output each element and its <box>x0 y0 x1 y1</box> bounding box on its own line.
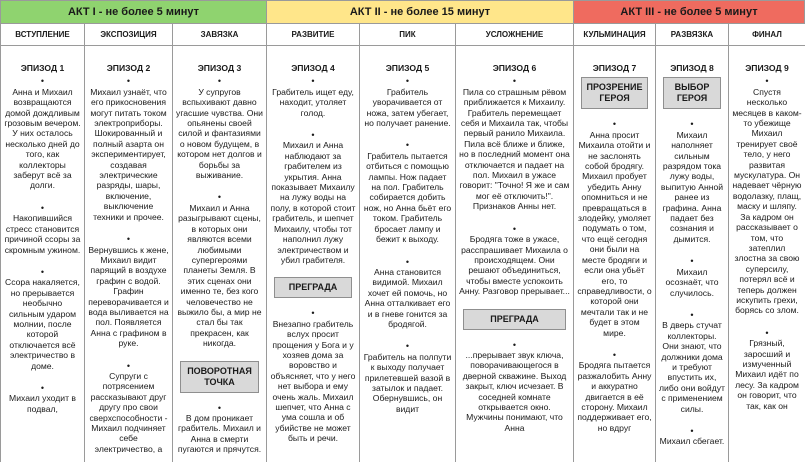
scene-text: Анна становится видимой. Михаил хочет ей помочь, но Анна отталкивает его и в гневе гонится за бродягой. <box>364 266 451 329</box>
scene-paragraph <box>4 76 81 190</box>
bullet-icon: • <box>217 192 222 203</box>
episode-column-3 <box>172 46 267 462</box>
scene-text: Михаил наполняет сильным разрядом тока лужу воды, выпитую Анной ранее из графина. Анна падает без сознания и дымится. <box>660 129 724 244</box>
scene-paragraph <box>270 308 356 443</box>
scene-text: В дом проникает грабитель. Михаил и Анна в смерти пугаются и прячутся. <box>177 412 262 455</box>
bullet-icon: • <box>126 360 131 371</box>
scene-paragraph <box>88 361 169 455</box>
scene-paragraph <box>4 203 81 255</box>
scene-paragraph <box>363 341 452 414</box>
scene-paragraph <box>577 350 652 433</box>
scene-paragraph <box>659 119 725 244</box>
scene-paragraph <box>176 76 263 180</box>
column-header-5: ПИК <box>359 24 456 46</box>
bullet-icon: • <box>512 76 517 87</box>
column-header-8: РАЗВЯЗКА <box>655 24 729 46</box>
act-1-header <box>0 0 267 24</box>
scene-paragraph <box>577 119 652 338</box>
scene-paragraph <box>363 140 452 244</box>
bullet-icon: • <box>405 140 410 151</box>
scene-text: Анна и Михаил возвращаются домой дождливым грозовым вечером. У них осталось несколько дней до того, как коллекторы заберут всё за долги. <box>4 86 81 191</box>
scene-text: Михаил осознаёт, что случилось. <box>665 266 719 298</box>
plot-point-box: ПРЕГРАДА <box>274 277 352 298</box>
column-header-6: УСЛОЖНЕНИЕ <box>455 24 574 46</box>
bullet-icon: • <box>512 339 517 350</box>
scene-paragraph <box>659 310 725 414</box>
scene-text: Бродяга тоже в ужасе, расспрашивает Михаила о происходящем. Они решают объединиться, чтобы вместе успокоить Анну. Разговор прерывает... <box>459 234 570 297</box>
scene-text: Грабитель пытается отбиться с помощью лампы. Нож падает на пол. Грабитель собирается добить нож, но Анна бьёт его током. Грабитель бросает лампу и бежит к выходу. <box>363 150 452 245</box>
scene-text: Михаил уходит в подвал, <box>9 393 76 414</box>
scene-text: ...прерывает звук ключа, поворачивающегося в дверной скважине. Выход закрыт, ключ исчезает. В соседней комнате открывается окно. Мужчины понимают, что Анна <box>462 349 567 433</box>
column-header-9: ФИНАЛ <box>728 24 805 46</box>
bullet-icon: • <box>311 308 315 319</box>
episode-title: ЭПИЗОД 6 <box>492 63 537 73</box>
act-3-label: АКТ III - не более 5 минут <box>620 6 758 18</box>
plot-point-box: ПРОЗРЕНИЕ ГЕРОЯ <box>581 77 648 109</box>
scene-text: Грабитель на полпути к выходу получает прилетевшей вазой в затылок и падает. Обернувшись, он видит <box>363 351 452 414</box>
episode-title: ЭПИЗОД 9 <box>745 63 789 73</box>
column-header-3: ЗАВЯЗКА <box>172 24 267 46</box>
column-header-2: ЭКСПОЗИЦИЯ <box>84 24 173 46</box>
episode-title: ЭПИЗОД 1 <box>20 63 65 73</box>
bullet-icon: • <box>612 349 617 360</box>
plot-point-box: ВЫБОР ГЕРОЯ <box>663 77 721 109</box>
scene-paragraph <box>459 224 570 297</box>
episode-title: ЭПИЗОД 7 <box>592 63 637 73</box>
bullet-icon: • <box>311 76 315 87</box>
scene-text: Супруги с потрясением рассказывают друг другу про свои сверхспособности - Михаил подчиняет себе электричество, а <box>89 370 168 454</box>
act-2-header <box>266 0 574 24</box>
scene-paragraph <box>88 76 169 222</box>
column-header-4: РАЗВИТИЕ <box>266 24 360 46</box>
scene-paragraph <box>270 130 356 265</box>
scene-text: Михаил и Анна разыгрывают сцены, в которых они являются всеми любимыми супергероями планеты Земля. В этих сценах они именно те, без кого человечество не выжило бы, а мир не стал бы так прекрасен, как никогда. <box>177 202 262 349</box>
scene-paragraph <box>659 426 725 447</box>
scene-text: Спустя несколько месяцев в каком-то убежище Михаил тренирует своё тело, у него развитая мускулатура. Он надевает чёрную водолазку, плащ, маску и шляпу. За кадром он рассказывает о том, что затеплил злостна за свою суперсилу, потерял всё и теперь должен искупить грехи, борясь со злом. <box>732 86 802 316</box>
episode-column-8 <box>655 46 729 462</box>
bullet-icon: • <box>126 234 131 245</box>
bullet-icon: • <box>405 341 410 352</box>
bullet-icon: • <box>40 382 45 393</box>
scene-paragraph <box>459 76 570 211</box>
episode-column-5 <box>359 46 456 462</box>
scene-paragraph <box>363 76 452 128</box>
episode-column-1 <box>0 46 85 462</box>
scene-text: Грабитель ищет еду, находит, утоляет голод. <box>272 86 354 118</box>
plot-point-box: ПОВОРОТНАЯ ТОЧКА <box>180 361 259 393</box>
scene-text: У супругов вспыхивают давно угасшие чувства. Они опьянены своей силой и фантазиями о новом будущем, в котором нет долгов и борьбы за выживание. <box>176 86 263 181</box>
bullet-icon: • <box>405 256 410 267</box>
scene-paragraph <box>459 340 570 434</box>
episode-title: ЭПИЗОД 5 <box>385 63 430 73</box>
column-header-1: ВСТУПЛЕНИЕ <box>0 24 85 46</box>
scene-paragraph <box>732 76 802 315</box>
bullet-icon: • <box>217 76 222 87</box>
bullet-icon: • <box>126 76 131 87</box>
scene-text: Грабитель уворачивается от ножа, затем убегает, но получает ранение. <box>364 86 451 129</box>
bullet-icon: • <box>40 76 45 87</box>
scene-paragraph <box>4 267 81 371</box>
scene-paragraph <box>4 383 81 414</box>
plot-point-box: ПРЕГРАДА <box>463 309 566 330</box>
bullet-icon: • <box>40 202 45 213</box>
scene-paragraph <box>176 192 263 348</box>
scene-paragraph <box>659 256 725 298</box>
bullet-icon: • <box>765 76 769 87</box>
bullet-icon: • <box>217 402 222 413</box>
act-2-label: АКТ II - не более 15 минут <box>349 6 491 18</box>
scene-text: Михаил сбегает. <box>659 436 725 447</box>
scene-text: В дверь стучат коллекторы. Они знают, что должники дома и требуют впустить их, либо они войдут с применением силы. <box>659 320 725 414</box>
bullet-icon: • <box>311 130 315 141</box>
bullet-icon: • <box>765 327 769 338</box>
episode-title: ЭПИЗОД 8 <box>670 63 714 73</box>
scene-text: Вернувшись к жене, Михаил видит парящий в воздухе графин с водой. Графин переворачивается и вода выливается на пол. Появляется Анна с графином в руке. <box>88 244 169 349</box>
episode-title: ЭПИЗОД 4 <box>291 63 335 73</box>
scene-text: Внезапно грабитель вслух просит прощения у Бога и у хозяев дома за воровство и объясняет, что у него нет выбора и ему очень жаль. Михаил шепчет, что Анна с ума сошла и об убийстве не может быть и речи. <box>270 318 356 444</box>
bullet-icon: • <box>40 266 45 277</box>
scene-paragraph <box>270 76 356 118</box>
column-header-7: КУЛЬМИНАЦИЯ <box>573 24 656 46</box>
scene-text: Грязный, заросший и измученный Михаил идёт по лесу. За кадром он говорит, что так, как он <box>735 338 799 411</box>
scene-paragraph <box>88 234 169 348</box>
bullet-icon: • <box>690 425 694 436</box>
scene-text: Ссора накаляется, но прерывается необычно сильным ударом молнии, после которой отключается всё электричество в доме. <box>5 277 80 371</box>
scene-text: Накопившийся стресс становится причиной ссоры за скромным ужином. <box>4 213 81 255</box>
episode-title: ЭПИЗОД 2 <box>106 63 151 73</box>
episode-column-6 <box>455 46 574 462</box>
act-3-header <box>573 0 805 24</box>
scene-paragraph <box>176 403 263 455</box>
episode-title: ЭПИЗОД 3 <box>197 63 242 73</box>
episode-column-4 <box>266 46 360 462</box>
act-1-label: АКТ I - не более 5 минут <box>67 6 200 18</box>
scene-text: Бродяга пытается разжалобить Анну и аккуратно двигается в её сторону. Михаил поддерживает его, но вдруг <box>577 360 652 433</box>
scene-text: Михаил и Анна наблюдают за грабителем из укрытия. Анна показывает Михаилу на лужу воды на полу, в которой стоит грабитель, и шепчет Михаилу, чтобы тот наполнил лужу электричеством и убил грабителя. <box>270 140 356 265</box>
scene-paragraph <box>363 257 452 330</box>
bullet-icon: • <box>690 119 694 130</box>
bullet-icon: • <box>612 119 617 130</box>
episode-column-2 <box>84 46 173 462</box>
episode-column-7 <box>573 46 656 462</box>
scene-text: Михаил узнаёт, что его прикосновения могут питать током электроприборы. Шокированный и полный азарта он экспериментирует, создавая электрические разряды, шары, включение, выключение техники и прочее. <box>90 86 167 222</box>
bullet-icon: • <box>690 309 694 320</box>
scene-paragraph <box>732 328 802 411</box>
scene-text: Пила со страшным рёвом приближается к Михаилу. Грабитель перемещает себя и Михаила так, чтобы первый ранило Михаила. Пила всё ближе и ближе, но в последний момент она отключается и падает на пол. Михаил в ужасе говорит: "Точно! Я же и сам мог её отключить!". Признаков Анны нет. <box>459 86 570 212</box>
scene-text: Анна просит Михаила отойти и не заслонять собой бродягу. Михаил пробует убедить Анну опомниться и не превращаться в злодейку, умоляет подумать о том, что ещё сегодня они были на месте бродяги и если она убьёт его, то справедливости, о которой они мечтали так и не будет в этом мире. <box>577 129 652 338</box>
episode-column-9 <box>728 46 805 462</box>
bullet-icon: • <box>512 223 517 234</box>
bullet-icon: • <box>690 256 694 267</box>
bullet-icon: • <box>405 76 410 87</box>
